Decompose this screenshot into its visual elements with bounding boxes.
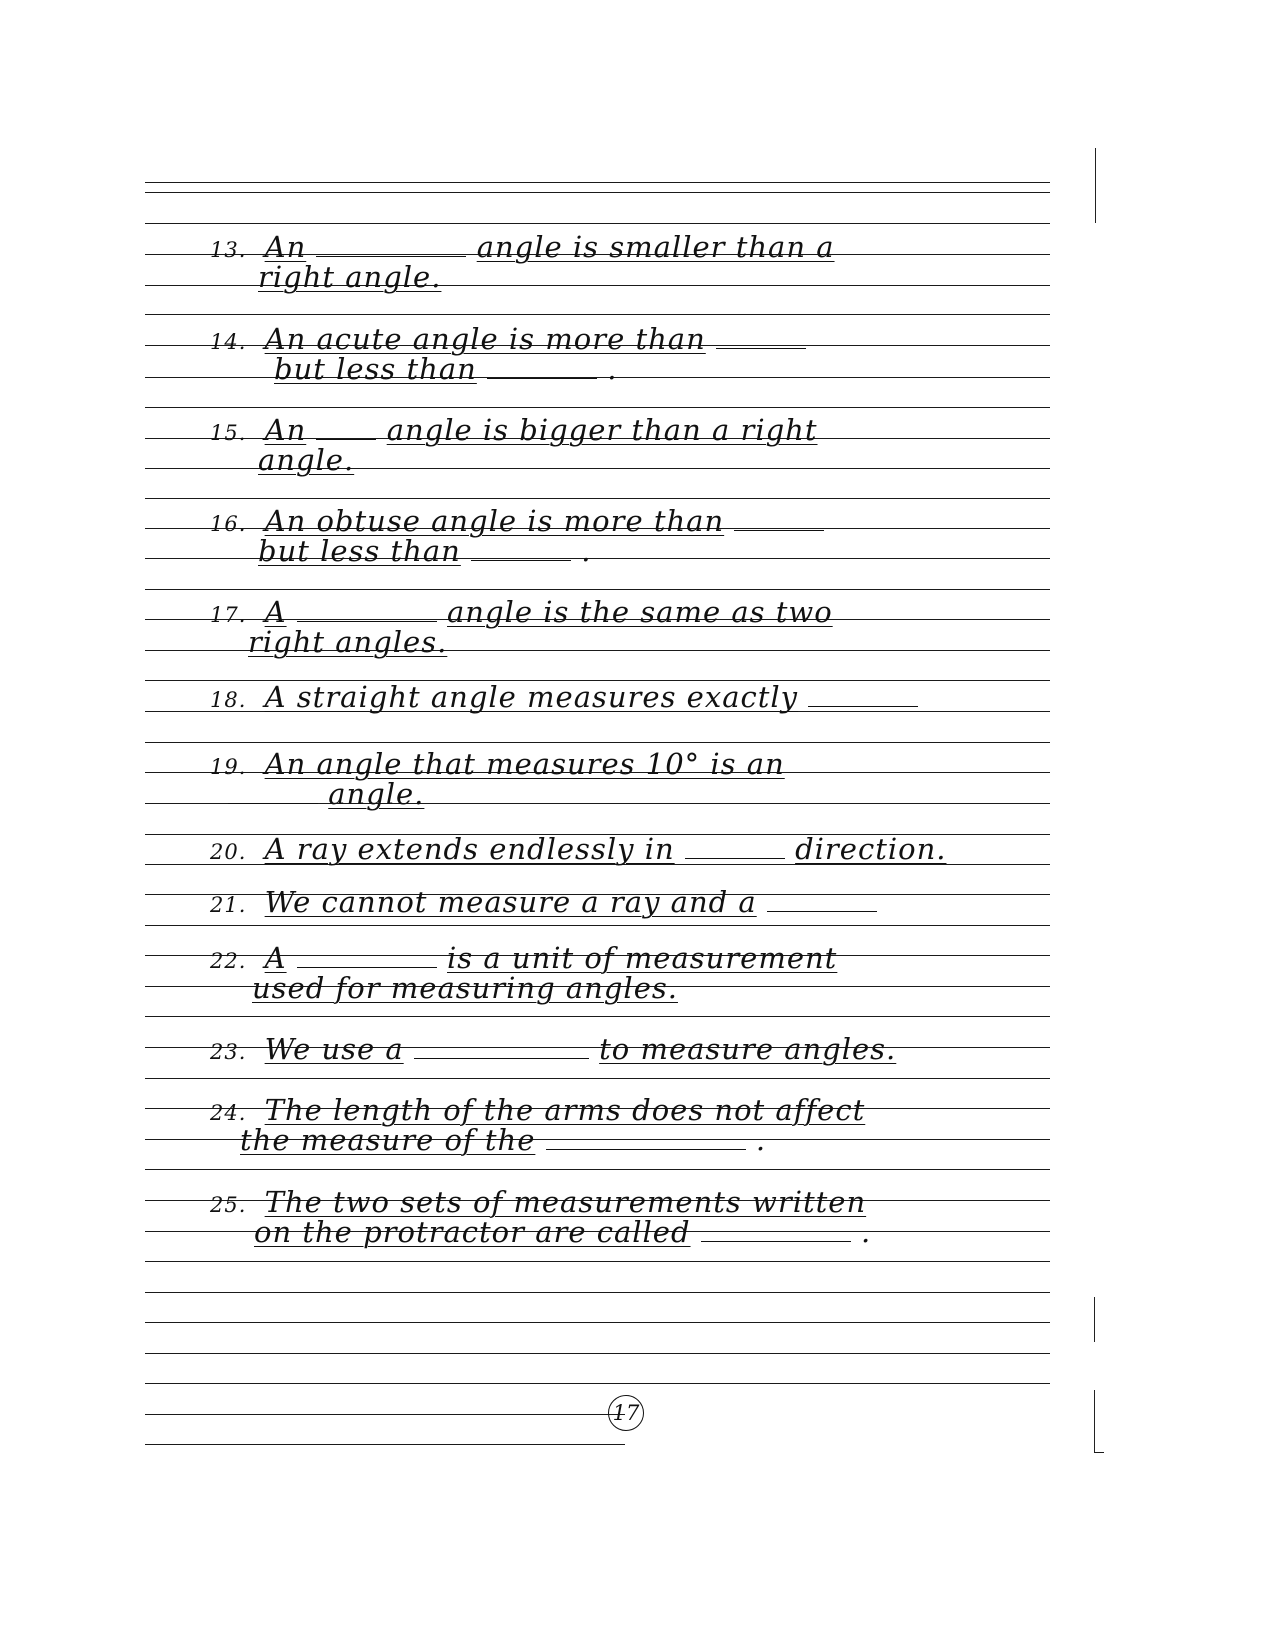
rule-line	[145, 1261, 1050, 1262]
question-text: is a unit of measurement	[447, 941, 838, 975]
question-text: angle.	[328, 777, 425, 811]
rule-line	[145, 1169, 1050, 1170]
question-16	[210, 506, 1070, 566]
question-18	[210, 682, 1070, 712]
answer-blank[interactable]	[228, 781, 318, 804]
question-number: 24.	[210, 1101, 247, 1125]
question-text: to measure angles.	[599, 1032, 897, 1066]
question-text: The two sets of measurements written	[264, 1185, 867, 1219]
question-text: An angle that measures 10° is an	[264, 747, 785, 781]
answer-blank[interactable]	[414, 1036, 589, 1059]
question-17	[210, 597, 1070, 657]
question-text: An obtuse angle is more than	[264, 504, 725, 538]
question-text: the measure of the	[240, 1123, 536, 1157]
answer-blank[interactable]	[297, 945, 437, 968]
question-text: angle is bigger than a right	[386, 413, 818, 447]
answer-blank[interactable]	[808, 684, 918, 707]
question-text: We use a	[264, 1032, 404, 1066]
rule-line	[145, 407, 1050, 408]
question-text: direction.	[795, 832, 947, 866]
question-number: 20.	[210, 840, 247, 864]
question-number: 22.	[210, 949, 247, 973]
answer-blank[interactable]	[316, 417, 376, 440]
question-text: .	[581, 534, 592, 568]
rule-line	[145, 498, 1050, 499]
question-text: angle is the same as two	[447, 595, 833, 629]
answer-blank[interactable]	[316, 234, 466, 257]
question-text: angle is smaller than a	[476, 230, 835, 264]
question-number: 18.	[210, 688, 247, 712]
scan-edge-mark	[1094, 1452, 1104, 1453]
question-text: An acute angle is more than	[264, 322, 706, 356]
scan-edge-mark	[1094, 1390, 1095, 1452]
rule-line	[145, 314, 1050, 315]
rule-line	[145, 192, 1050, 193]
question-19	[210, 749, 1070, 809]
question-text: but less than	[274, 352, 477, 386]
question-number: 17.	[210, 603, 247, 627]
question-number: 25.	[210, 1193, 247, 1217]
question-text: We cannot measure a ray and a	[264, 885, 757, 919]
question-text: The length of the arms does not affect	[264, 1093, 866, 1127]
answer-blank[interactable]	[546, 1127, 746, 1150]
rule-line	[145, 589, 1050, 590]
rule-line	[145, 1078, 1050, 1079]
rule-line	[145, 1444, 625, 1445]
question-text: An	[264, 413, 307, 447]
question-text: A	[264, 941, 287, 975]
page-number: 17	[608, 1395, 644, 1431]
question-number: 23.	[210, 1040, 247, 1064]
question-text: but less than	[258, 534, 461, 568]
answer-blank[interactable]	[297, 599, 437, 622]
question-14	[210, 324, 1070, 384]
question-number: 21.	[210, 893, 247, 917]
question-text: used for measuring angles.	[252, 971, 678, 1005]
question-number: 16.	[210, 512, 247, 536]
question-25	[210, 1187, 1070, 1247]
rule-line	[145, 925, 1050, 926]
question-text: .	[607, 352, 618, 386]
question-number: 13.	[210, 238, 247, 262]
rule-line	[145, 1292, 1050, 1293]
question-number: 14.	[210, 330, 247, 354]
rule-line	[145, 742, 1050, 743]
answer-blank[interactable]	[487, 356, 597, 379]
question-text: A ray extends endlessly in	[264, 832, 675, 866]
question-23	[210, 1034, 1070, 1064]
scan-edge-mark	[1094, 1297, 1095, 1342]
question-24	[210, 1095, 1070, 1155]
rule-line	[145, 1383, 1050, 1384]
rule-line	[145, 1016, 1050, 1017]
rule-line	[145, 223, 1050, 224]
answer-blank[interactable]	[716, 326, 806, 349]
answer-blank[interactable]	[734, 508, 824, 531]
question-text: right angles.	[248, 625, 448, 659]
question-13	[210, 232, 1070, 292]
question-21	[210, 887, 1070, 917]
question-20	[210, 834, 1070, 864]
rule-line	[145, 1322, 1050, 1323]
rule-line	[145, 182, 1050, 183]
answer-blank[interactable]	[701, 1219, 851, 1242]
answer-blank[interactable]	[767, 889, 877, 912]
question-text: right angle.	[258, 260, 442, 294]
question-text: .	[860, 1215, 872, 1249]
rule-line	[145, 1414, 625, 1415]
rule-line	[145, 1353, 1050, 1354]
answer-blank[interactable]	[685, 836, 785, 859]
question-text: An	[264, 230, 307, 264]
question-22	[210, 943, 1070, 1003]
question-text: A	[264, 595, 287, 629]
scan-edge-mark	[1095, 148, 1096, 223]
question-text: on the protractor are called	[254, 1215, 691, 1249]
question-number: 15.	[210, 421, 247, 445]
answer-blank[interactable]	[471, 538, 571, 561]
question-text: angle.	[258, 443, 355, 477]
question-text: .	[755, 1123, 767, 1157]
question-15	[210, 415, 1070, 475]
question-text: A straight angle measures exactly	[264, 680, 799, 714]
question-number: 19.	[210, 755, 247, 779]
